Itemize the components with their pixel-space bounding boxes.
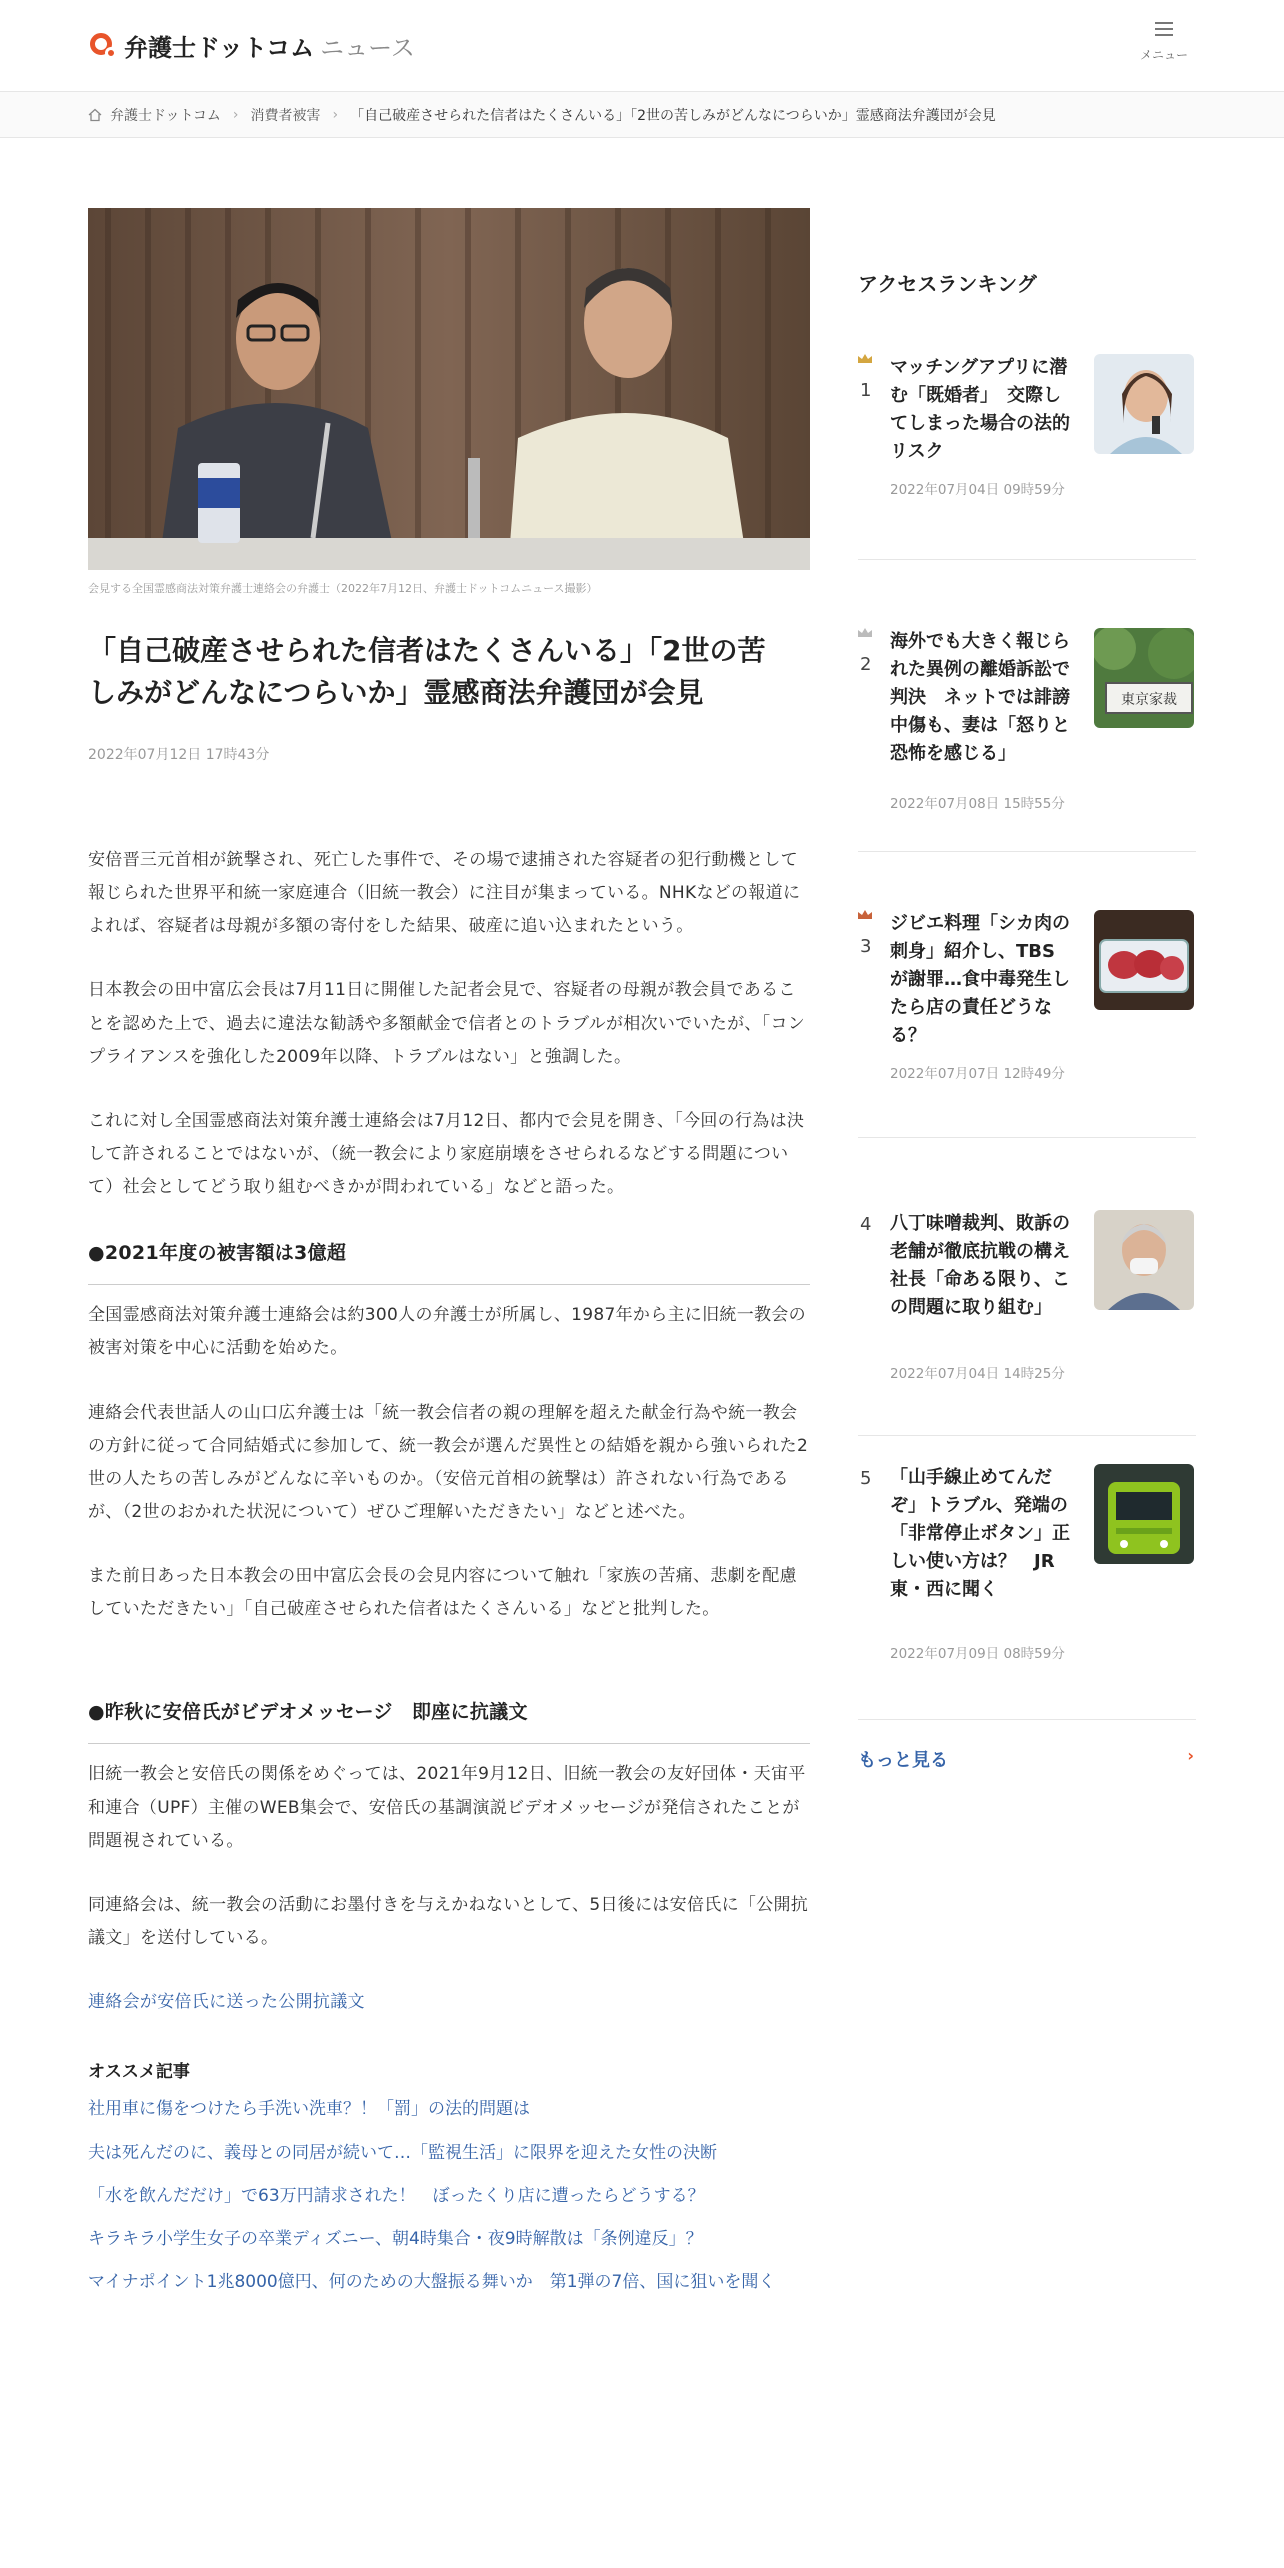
article-photo bbox=[88, 208, 810, 570]
crown-icon bbox=[858, 628, 872, 637]
menu-button[interactable] bbox=[1136, 22, 1192, 72]
logo-icon bbox=[88, 31, 118, 61]
hamburger-icon bbox=[1155, 22, 1173, 36]
paragraph: 同連絡会は、統一教会の活動にお墨付きを与えかねないとして、5日後には安倍氏に「公開抗議文」を送付している。 bbox=[88, 1894, 809, 1949]
ranking-thumbnail bbox=[1094, 628, 1194, 728]
logo-text: 弁護士ドットコム bbox=[124, 34, 315, 62]
breadcrumb-home[interactable]: 弁護士ドットコム bbox=[110, 107, 221, 124]
ranking-item[interactable] bbox=[858, 354, 1196, 560]
rank-number: 1 bbox=[860, 380, 872, 401]
crown-icon bbox=[858, 910, 872, 919]
paragraph: 連絡会代表世話人の山口広弁護士は「統一教会信者の親の理解を超えた献金行為や統一教会の方針に従って合同結婚式に参加して、統一教会が選んだ異性との結婚を親から強いられた2世の人たちの苦しみがどんなに辛いものか。（安倍元首相の銃撃は）許されない行為であるが、（2世のおかれた状況について）ぜひご理解いただきたい」などと述べた。 bbox=[88, 1402, 809, 1523]
paragraph: また前日あった日本教会の田中富広会長の会見内容について触れ「家族の苦痛、悲劇を配慮していただきたい」「自己破産させられた信者はたくさんいる」などと批判した。 bbox=[88, 1566, 797, 1620]
ranking-item-date: 2022年07月09日 08時59分 bbox=[890, 1646, 1065, 1662]
ranking-item[interactable] bbox=[858, 1464, 1196, 1720]
ranking-item-title[interactable]: 「山手線止めてんだぞ」トラブル、発端の「非常停止ボタン」正しい使い方は？ JR東・西に聞く bbox=[890, 1467, 1070, 1600]
logo-sub: ニュース bbox=[320, 34, 415, 62]
rank-number: 3 bbox=[860, 936, 872, 957]
article-body bbox=[88, 844, 810, 2019]
ranking-item-date: 2022年07月07日 12時49分 bbox=[890, 1066, 1065, 1082]
article-title bbox=[88, 630, 810, 714]
paragraph: 旧統一教会と安倍氏の関係をめぐっては、2021年9月12日、旧統一教会の友好団体・天宙平和連合（UPF）主催のWEB集会で、安倍氏の基調演説ビデオメッセージが発信されたことが問題視されている。 bbox=[88, 1764, 806, 1851]
site-header bbox=[0, 0, 1284, 92]
recommend-title: オススメ記事 bbox=[88, 2062, 190, 2083]
paragraph: これに対し全国霊感商法対策弁護士連絡会は7月12日、都内で会見を開き、「今回の行為は決して許されることではないが、（統一教会により家庭崩壊をさせられるなどする問題について）社会としてどう取り組むべきかが問われている」などと語った。 bbox=[88, 1110, 805, 1198]
section-heading: ●2021年度の被害額は3億超 bbox=[88, 1235, 810, 1285]
access-ranking bbox=[858, 268, 1196, 1771]
crown-icon bbox=[858, 354, 872, 363]
chevron-right-icon: › bbox=[332, 106, 339, 123]
ranking-item[interactable] bbox=[858, 1210, 1196, 1436]
ranking-title: アクセスランキング bbox=[858, 272, 1037, 296]
breadcrumb-category[interactable]: 消費者被害 bbox=[250, 107, 321, 124]
recommended-link[interactable]: 夫は死んだのに、義母との同居が続いて…「監視生活」に限界を迎えた女性の決断 bbox=[88, 2142, 717, 2163]
ranking-thumbnail bbox=[1094, 1210, 1194, 1310]
more-link-label: もっと見る bbox=[858, 1750, 948, 1771]
article-title-line: 「自己破産させられた信者はたくさんいる」「2世の苦 bbox=[88, 634, 766, 667]
chevron-right-icon: › bbox=[1187, 1746, 1194, 1765]
ranking-item-title[interactable]: 八丁味噌裁判、敗訴の老舗が徹底抗戦の構え 社長「命ある限り、この問題に取り組む」 bbox=[890, 1213, 1088, 1318]
rank-number: 5 bbox=[860, 1468, 872, 1489]
paragraph: 日本教会の田中富広会長は7月11日に開催した記者会見で、容疑者の母親が教会員であることを認めた上で、過去に違法な勧誘や多額献金で信者とのトラブルが相次いでいたが、「コンプライアンスを強化した2009年以降、トラブルはない」と強調した。 bbox=[88, 980, 806, 1067]
ranking-item-title[interactable]: マッチングアプリに潜む「既婚者」 交際してしまった場合の法的リスク bbox=[890, 357, 1070, 462]
paragraph: 全国霊感商法対策弁護士連絡会は約300人の弁護士が所属し、1987年から主に旧統一教会の被害対策を中心に活動を始めた。 bbox=[88, 1305, 806, 1359]
ranking-item-date: 2022年07月04日 09時59分 bbox=[890, 482, 1065, 498]
ranking-item-date: 2022年07月08日 15時55分 bbox=[890, 796, 1065, 812]
ranking-thumbnail bbox=[1094, 354, 1194, 454]
ranking-item[interactable] bbox=[858, 910, 1196, 1138]
more-link[interactable] bbox=[858, 1746, 1196, 1772]
recommended-link[interactable]: 「水を飲んだだけ」で63万円請求された！ ぼったくり店に遭ったらどうする？ bbox=[88, 2185, 705, 2206]
recommended-articles bbox=[88, 2057, 810, 2296]
home-icon bbox=[88, 108, 102, 122]
article bbox=[88, 208, 810, 2312]
article-date: 2022年07月12日 17時43分 bbox=[88, 747, 270, 763]
ranking-item[interactable] bbox=[858, 628, 1196, 852]
paragraph: 安倍晋三元首相が銃撃され、死亡した事件で、その場で逮捕された容疑者の犯行動機として報じられた世界平和統一家庭連合（旧統一教会）に注目が集まっている。NHKなどの報道によれば、容疑者は母親が多額の寄付をした結果、破産に追い込まれたという。 bbox=[88, 850, 801, 937]
photo-caption: 会見する全国霊感商法対策弁護士連絡会の弁護士（2022年7月12日、弁護士ドットコムニュース撮影） bbox=[88, 582, 598, 595]
ranking-item-title[interactable]: 海外でも大きく報じられた異例の離婚訴訟で判決 ネットでは誹謗中傷も、妻は「怒りと恐怖を感じる」 bbox=[890, 631, 1070, 764]
recommended-link[interactable]: マイナポイント1兆8000億円、何のための大盤振る舞いか 第1弾の7倍、国に狙いを聞く bbox=[88, 2272, 776, 2293]
breadcrumb bbox=[0, 92, 1284, 138]
ranking-thumbnail bbox=[1094, 1464, 1194, 1564]
rank-number: 4 bbox=[860, 1214, 872, 1235]
menu-label: メニュー bbox=[1139, 48, 1188, 62]
ranking-item-title[interactable]: ジビエ料理「シカ肉の刺身」紹介し、TBSが謝罪…食中毒発生したら店の責任どうなる？ bbox=[890, 913, 1070, 1046]
ranking-thumbnail bbox=[1094, 910, 1194, 1010]
protest-letter-link[interactable]: 連絡会が安倍氏に送った公開抗議文 bbox=[88, 1992, 365, 2013]
chevron-right-icon: › bbox=[232, 106, 239, 123]
breadcrumb-current: 「自己破産させられた信者はたくさんいる」「2世の苦しみがどんなにつらいか」霊感商法弁護団が会見 bbox=[350, 107, 996, 124]
section-heading: ●昨秋に安倍氏がビデオメッセージ 即座に抗議文 bbox=[88, 1694, 810, 1744]
recommended-link[interactable]: キラキラ小学生女子の卒業ディズニー、朝4時集合・夜9時解散は「条例違反」？ bbox=[88, 2228, 703, 2249]
svg-text:東京家裁: 東京家裁 bbox=[1121, 692, 1177, 708]
ranking-item-date: 2022年07月04日 14時25分 bbox=[890, 1366, 1065, 1382]
rank-number: 2 bbox=[860, 654, 872, 675]
site-logo[interactable] bbox=[88, 28, 415, 63]
article-title-line: しみがどんなにつらいか」霊感商法弁護団が会見 bbox=[88, 676, 704, 709]
recommended-link[interactable]: 社用車に傷をつけたら手洗い洗車？！「罰」の法的問題は bbox=[88, 2099, 530, 2120]
